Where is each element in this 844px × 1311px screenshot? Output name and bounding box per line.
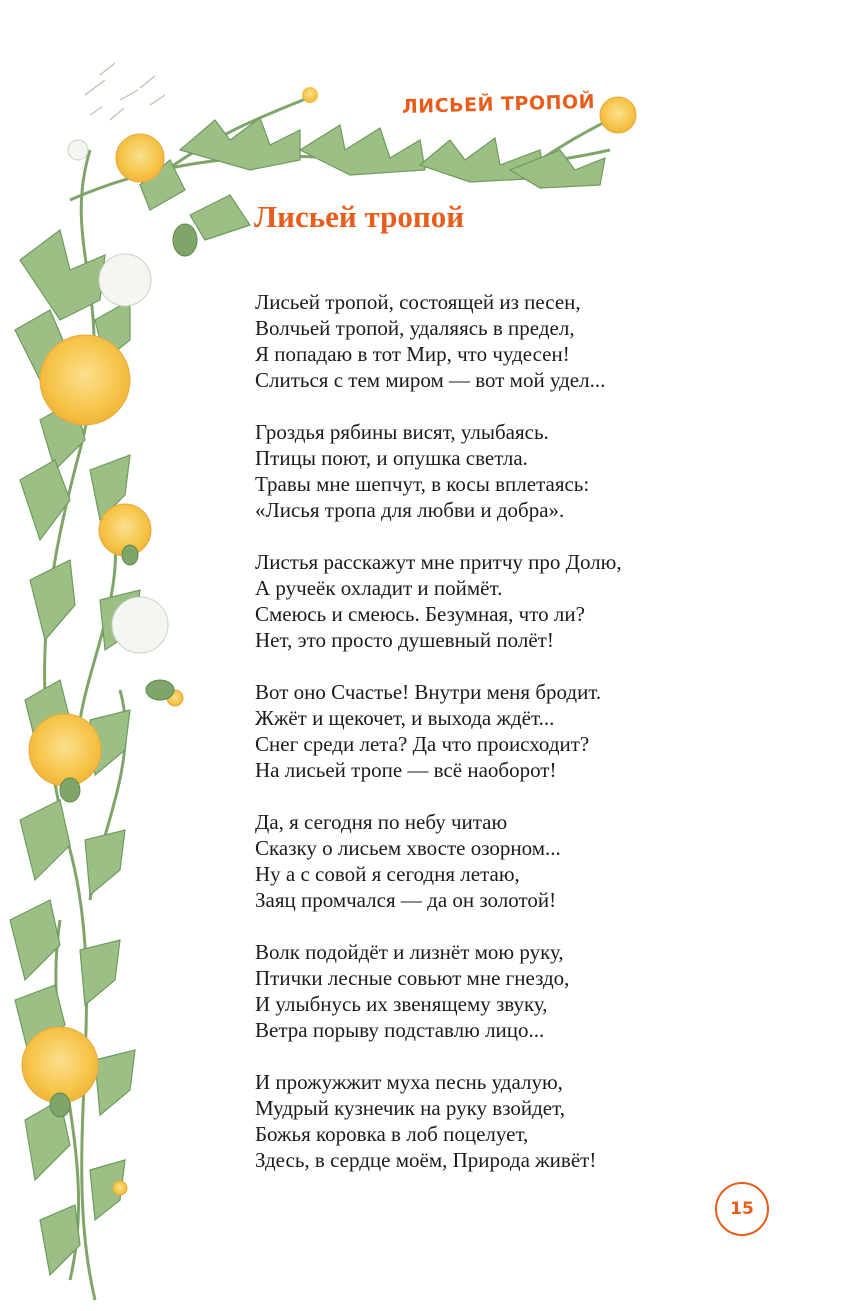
poem-line: Листья расскажут мне притчу про Долю, bbox=[255, 550, 622, 574]
poem-line: Волчьей тропой, удаляясь в предел, bbox=[255, 316, 575, 340]
poem-line: «Лисья тропа для любви и добра». bbox=[255, 498, 565, 522]
poem-line: Вот оно Счастье! Внутри меня бродит. bbox=[255, 680, 602, 704]
stanza-7 bbox=[255, 1069, 695, 1173]
running-header: ЛИСЬЕЙ ТРОПОЙ bbox=[401, 90, 596, 118]
poem-line: Травы мне шепчут, в косы вплетаясь: bbox=[255, 472, 590, 496]
poem-line: Я попадаю в тот Мир, что чудесен! bbox=[255, 342, 570, 366]
page-number: 15 bbox=[730, 1199, 754, 1219]
poem-title: Лисьей тропой bbox=[254, 199, 465, 234]
page-number-badge bbox=[715, 1182, 769, 1236]
poem-line: Смеюсь и смеюсь. Безумная, что ли? bbox=[255, 602, 585, 626]
poem-line: Сказку о лисьем хвосте озорном... bbox=[255, 836, 561, 860]
poem-line: На лисьей тропе — всё наоборот! bbox=[255, 758, 557, 782]
poem-line: Заяц промчался — да он золотой! bbox=[255, 888, 557, 912]
poem-line: И прожужжит муха песнь удалую, bbox=[255, 1070, 563, 1094]
stanza-2 bbox=[255, 419, 695, 523]
poem-line: Птички лесные совьют мне гнездо, bbox=[255, 966, 570, 990]
poem-line: Мудрый кузнечик на руку взойдет, bbox=[255, 1096, 565, 1120]
poem-line: Нет, это просто душевный полёт! bbox=[255, 628, 554, 652]
stanza-6 bbox=[255, 939, 695, 1043]
poem-line: Лисьей тропой, состоящей из песен, bbox=[255, 290, 581, 314]
poem-line: Слиться с тем миром — вот мой удел... bbox=[255, 368, 606, 392]
poem-line: Божья коровка в лоб поцелует, bbox=[255, 1122, 529, 1146]
stanza-3 bbox=[255, 549, 695, 653]
poem-line: Ну а с совой я сегодня летаю, bbox=[255, 862, 520, 886]
poem-line: Волк подойдёт и лизнёт мою руку, bbox=[255, 940, 564, 964]
poem-line: Жжёт и щекочет, и выхода ждёт... bbox=[255, 706, 555, 730]
poem-line: Снег среди лета? Да что происходит? bbox=[255, 732, 590, 756]
poem-line: А ручеёк охладит и поймёт. bbox=[255, 576, 503, 600]
seed-fluff bbox=[85, 63, 165, 120]
poem-line: Ветра порыву подставлю лицо... bbox=[255, 1018, 545, 1042]
stanza-4 bbox=[255, 679, 695, 783]
poem-line: Да, я сегодня по небу читаю bbox=[255, 810, 508, 834]
poem-line: Гроздья рябины висят, улыбаясь. bbox=[255, 420, 549, 444]
poem-body bbox=[255, 289, 695, 1199]
stanza-5 bbox=[255, 809, 695, 913]
poem-line: И улыбнусь их звенящему звуку, bbox=[255, 992, 548, 1016]
stanza-1 bbox=[255, 289, 695, 393]
poem-line: Здесь, в сердце моём, Природа живёт! bbox=[255, 1148, 597, 1172]
poem-line: Птицы поют, и опушка светла. bbox=[255, 446, 528, 470]
